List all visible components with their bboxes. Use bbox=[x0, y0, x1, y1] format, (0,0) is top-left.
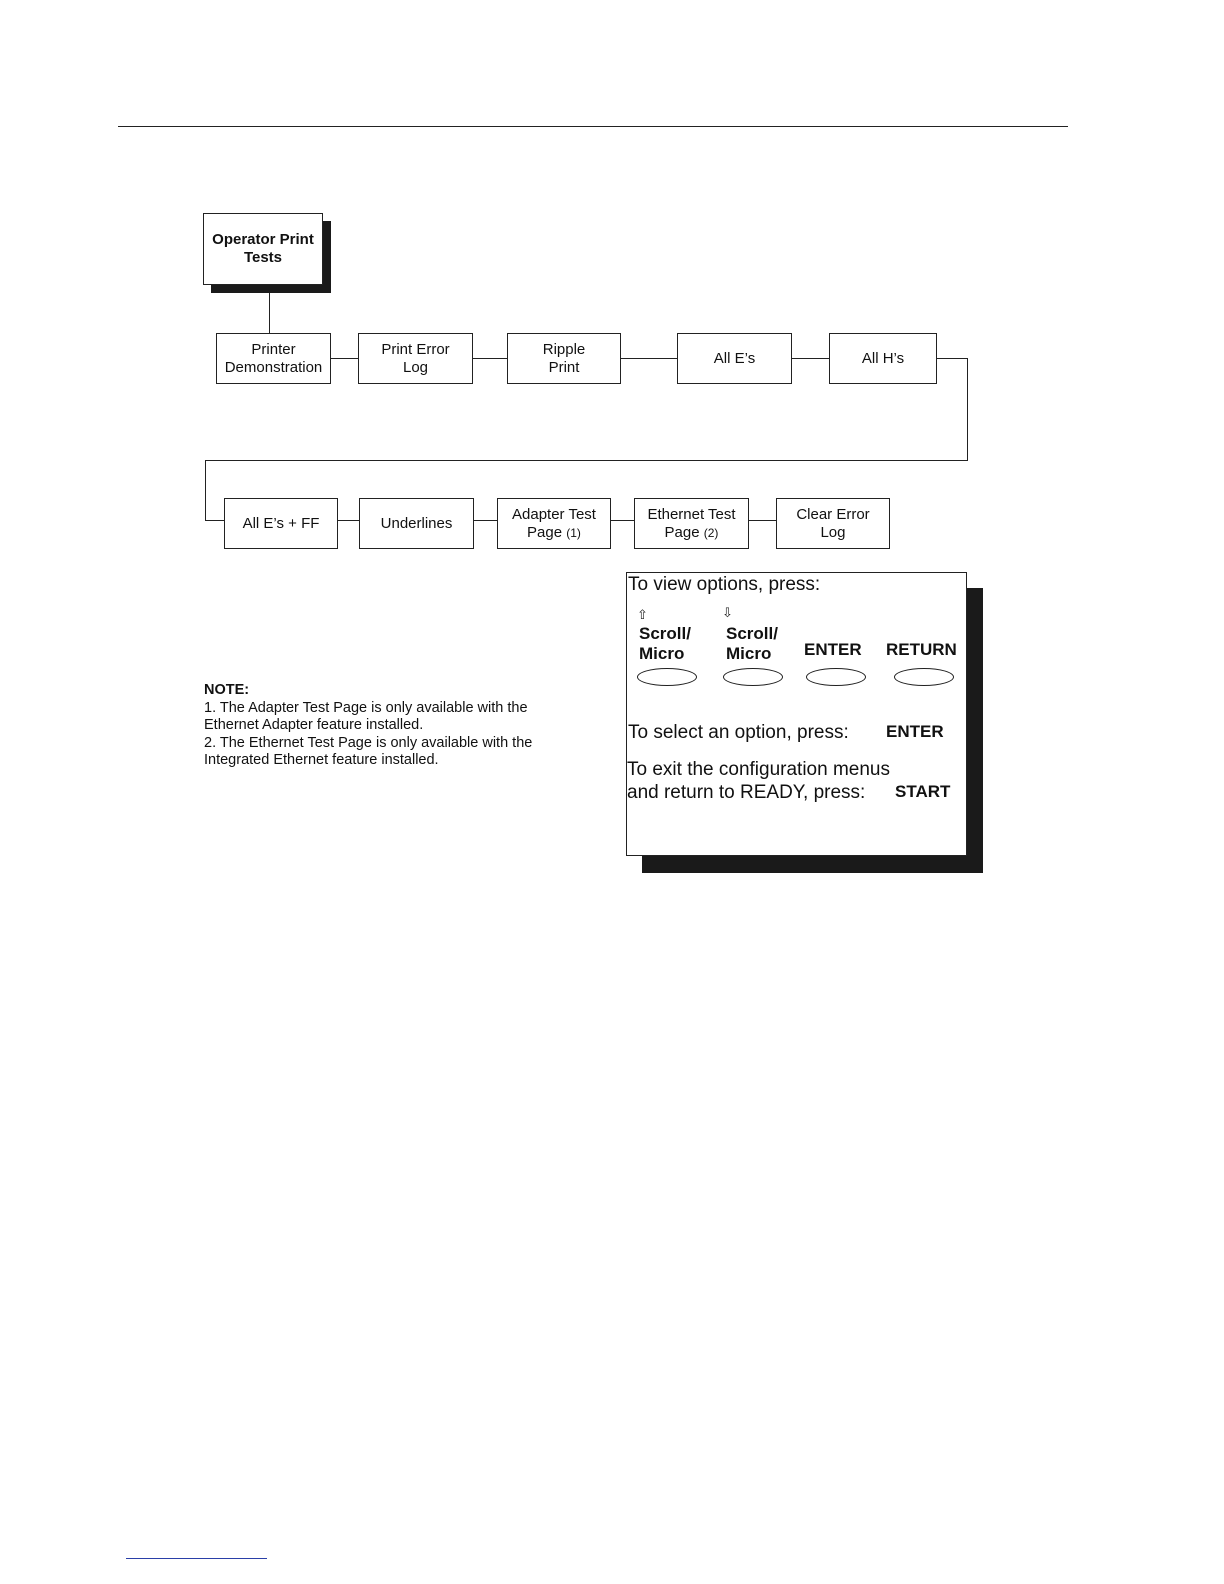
node-all-es-ff bbox=[224, 498, 338, 549]
note-title: NOTE: bbox=[204, 682, 250, 698]
node-ethernet-test-page bbox=[634, 498, 749, 549]
connector-wrap-in bbox=[205, 520, 225, 521]
node-label: Print Error Log bbox=[381, 340, 450, 376]
select-option-text: To select an option, press: bbox=[628, 722, 849, 743]
header-rule bbox=[118, 126, 1068, 127]
node-printer-demonstration bbox=[216, 333, 331, 384]
node-label: Underlines bbox=[380, 514, 453, 532]
scroll-down-button[interactable] bbox=[723, 668, 783, 686]
enter-key-label: ENTER bbox=[804, 640, 862, 659]
node-underlines bbox=[359, 498, 474, 549]
connector-row1 bbox=[621, 358, 677, 359]
connector-row1 bbox=[331, 358, 358, 359]
root-node-operator-print-tests bbox=[203, 213, 323, 285]
start-key-label: START bbox=[895, 782, 951, 801]
node-label: All E’s bbox=[713, 349, 756, 367]
connector-row1 bbox=[473, 358, 507, 359]
note-line: 1. The Adapter Test Page is only available with the bbox=[204, 699, 528, 716]
note-line: Ethernet Adapter feature installed. bbox=[204, 717, 424, 733]
select-key-label: ENTER bbox=[886, 722, 944, 741]
node-ripple-print bbox=[507, 333, 621, 384]
node-print-error-log bbox=[358, 333, 473, 384]
node-label: Clear Error Log bbox=[796, 505, 870, 541]
enter-button[interactable] bbox=[806, 668, 866, 686]
up-arrow-icon: ⇧ bbox=[637, 607, 648, 622]
scroll-up-button[interactable] bbox=[637, 668, 697, 686]
note-line: 2. The Ethernet Test Page is only available with the bbox=[204, 734, 533, 751]
connector-row1 bbox=[792, 358, 829, 359]
node-label bbox=[647, 506, 735, 542]
connector-row1-out bbox=[937, 358, 967, 359]
footnote-ref: (1) bbox=[566, 525, 581, 540]
note-block bbox=[204, 682, 584, 770]
exit-text-line2: and return to READY, press: bbox=[627, 782, 866, 803]
connector-row2 bbox=[474, 520, 497, 521]
connector-row2 bbox=[338, 520, 359, 521]
node-all-hs bbox=[829, 333, 937, 384]
scroll-down-label: Scroll/ Micro bbox=[726, 624, 778, 663]
footnote-ref: (2) bbox=[703, 525, 719, 540]
down-arrow-icon: ⇩ bbox=[722, 605, 733, 620]
node-all-es bbox=[677, 333, 792, 384]
connector-row2 bbox=[611, 520, 634, 521]
view-options-text: To view options, press: bbox=[628, 574, 821, 595]
connector-row2 bbox=[749, 520, 776, 521]
connector-root-down bbox=[269, 293, 270, 333]
return-key-label: RETURN bbox=[886, 640, 957, 659]
node-adapter-test-page bbox=[497, 498, 611, 549]
scroll-up-label: Scroll/ Micro bbox=[639, 624, 691, 663]
exit-text-line1: To exit the configuration menus bbox=[627, 759, 890, 780]
node-label: Ripple Print bbox=[542, 340, 586, 376]
connector-wrap-down2 bbox=[205, 460, 206, 520]
footer-link-underline[interactable] bbox=[126, 1558, 267, 1559]
return-button[interactable] bbox=[894, 668, 954, 686]
node-clear-error-log bbox=[776, 498, 890, 549]
key-guide-panel bbox=[626, 572, 967, 856]
connector-wrap-across bbox=[205, 460, 968, 461]
node-label: All H’s bbox=[861, 349, 905, 367]
node-label-main: Ethernet Test Page bbox=[647, 505, 736, 541]
root-node-label: Operator Print Tests bbox=[212, 231, 314, 266]
node-label-main: Adapter Test Page bbox=[512, 505, 596, 541]
node-label bbox=[512, 506, 596, 542]
connector-wrap-down bbox=[967, 358, 968, 461]
node-label: All E’s + FF bbox=[242, 514, 320, 532]
node-label: Printer Demonstration bbox=[224, 340, 323, 376]
note-line: Integrated Ethernet feature installed. bbox=[204, 752, 439, 768]
